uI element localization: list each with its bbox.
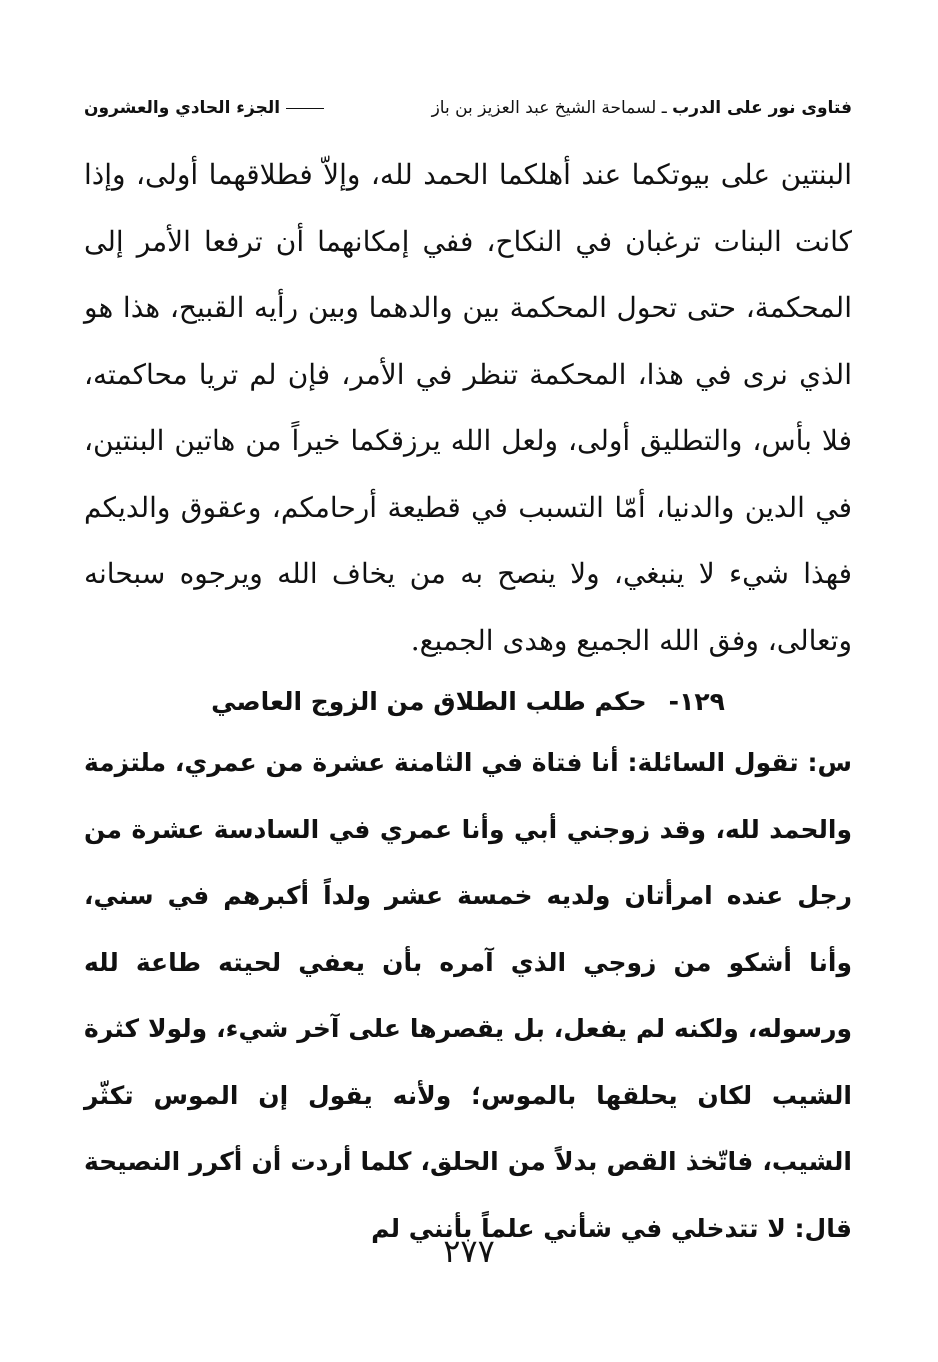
header-book-info [432,98,852,118]
paragraph-continued-answer: البنتين على بيوتكما عند أهلكما الحمد لله، وإلاّ فطلاقهما أولى، وإذا كانت البنات ترغبان في النكاح، ففي إمكانهما أن ترفعا الأمر إلى المحكمة، حتى تحول المحكمة بين والدهما وبين رأيه القبيح، هذا هو الذي نرى في هذا، المحكمة تنظر في الأمر، فإن لم تريا محاكمته، فلا بأس، والتطليق أولى، ولعل الله يرزقكما خيراً من هاتين البنتين، في الدين والدنيا، أمّا التسبب في قطيعة أرحامكم، وعقوق والديكم فهذا شيء لا ينبغي، ولا ينصح به من يخاف الله ويرجوه سبحانه وتعالى، وفق الله الجميع وهدى الجميع. [84,158,852,657]
header-volume-group [84,98,324,118]
paragraph-question: س: تقول السائلة: أنا فتاة في الثامنة عشرة من عمري، ملتزمة والحمد لله، وقد زوجني أبي وأنا عمري في السادسة عشرة من رجل عنده امرأتان ولديه خمسة عشر ولداً أكبرهم في سني، وأنا أشكو من زوجي الذي آمره بأن يعفي لحيته طاعة لله ورسوله، ولكنه لم يفعل، بل يقصرها على آخر شيء، ولولا كثرة الشيب لكان يحلقها بالموس؛ ولأنه يقول إن الموس تكثّر الشيب، فاتّخذ القص بدلاً من الحلق، كلما أردت أن أكرر النصيحة قال: لا تتدخلي في شأني علماً بأنني لم [84,748,852,1243]
header-author: لسماحة الشيخ عبد العزيز بن باز [431,98,657,118]
page-number: ٢٧٧ [443,1232,495,1270]
header-rule [286,108,324,109]
header-volume: الجزء الحادي والعشرون [84,98,281,118]
section-title: حكم طلب الطلاق من الزوج العاصي [211,686,647,716]
header-book-title: فتاوى نور على الدرب [672,98,852,118]
header-separator: ـ [661,98,667,118]
section-heading [84,676,852,726]
running-header [84,88,852,128]
section-number: ١٢٩- [668,686,725,716]
